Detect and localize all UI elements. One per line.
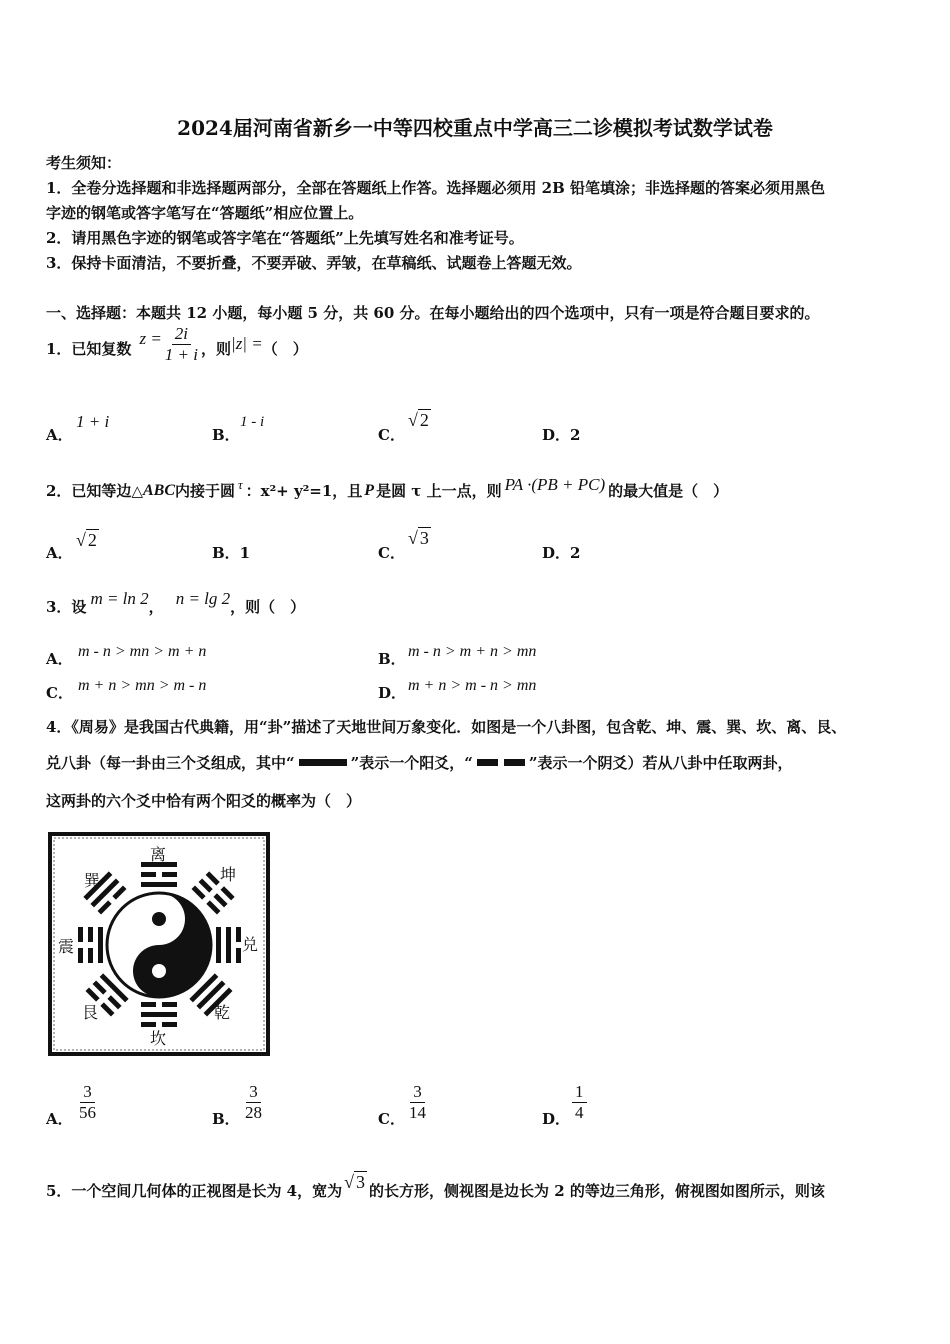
trigram-label-li: 离	[150, 845, 167, 864]
q3-tail: ，则（ ）	[230, 598, 306, 616]
bagua-figure	[48, 832, 270, 1056]
q3-a-label: A．	[46, 650, 73, 668]
q4-option-d[interactable]	[542, 1108, 570, 1129]
q2-d-label: D．2	[542, 544, 581, 562]
q4-line-1: 4．《周易》是我国古代典籍，用“卦”描述了天地世间万象变化．如图是一个八卦图，包含乾、坤、震、巽、坎、离、艮、	[46, 718, 847, 736]
question-2	[46, 474, 729, 501]
q4-d-num: 1	[572, 1082, 587, 1103]
trigram-label-dui: 兑	[242, 935, 259, 954]
q2-option-a[interactable]	[46, 542, 73, 563]
q2-option-d[interactable]	[542, 542, 580, 563]
q1-b-label: B．	[212, 426, 240, 444]
q1-d-label: D．2	[542, 426, 581, 444]
q2-tau: τ	[238, 476, 243, 492]
q1-option-a[interactable]	[46, 424, 73, 445]
q3-option-c[interactable]	[46, 682, 73, 703]
q1-c-radicand: 2	[419, 410, 429, 430]
q5-tail: 的长方形，侧视图是边长为 2 的等边三角形，俯视图如图所示，则该	[369, 1182, 825, 1200]
question-5	[46, 1172, 825, 1201]
q1-paren: （ ）	[262, 340, 308, 358]
q3-b-value: m - n > m + n > mn	[408, 643, 537, 660]
q2-b-label: B．1	[212, 544, 251, 562]
q3-m: m = ln 2	[90, 588, 149, 608]
q1-option-d[interactable]	[542, 424, 580, 445]
q2-mid3: 是圆 τ 上一点，则	[376, 482, 502, 500]
q1-tail: ，则	[201, 340, 232, 358]
q4-d-den: 4	[575, 1103, 584, 1122]
q1-c-label: C．	[378, 426, 405, 444]
q3-n: n = lg 2	[175, 588, 231, 608]
q1-c-value: √ 2	[408, 410, 429, 430]
q2-tail: 的最大值是（ ）	[608, 482, 729, 500]
q5-radicand: 3	[356, 1172, 365, 1192]
q2-abc: ABC	[142, 481, 175, 499]
question-1	[46, 324, 308, 369]
q2-a-label: A．	[46, 544, 73, 562]
yang-line-icon	[299, 759, 347, 766]
q4-c-fraction	[406, 1082, 429, 1123]
q4-option-b[interactable]	[212, 1108, 240, 1129]
q3-d-value: m + n > m - n > mn	[408, 677, 537, 694]
yin-yang-icon	[107, 893, 211, 997]
q4-line-2	[46, 752, 793, 773]
q4-c-num: 3	[410, 1082, 425, 1103]
q2-option-b[interactable]	[212, 542, 250, 563]
q4-b-num: 3	[246, 1082, 261, 1103]
q2-a-radicand: 2	[87, 530, 97, 550]
q1-option-c[interactable]	[378, 424, 405, 445]
trigram-label-kun: 坤	[220, 865, 237, 884]
q1-a-label: A．	[46, 426, 73, 444]
q3-c-value: m + n > mn > m - n	[78, 677, 207, 694]
q2-a-value: √ 2	[76, 530, 97, 550]
q2-mid1: 内接于圆	[175, 482, 236, 500]
page-title: 2024届河南省新乡一中等四校重点中学高三二诊模拟考试数学试卷	[177, 116, 773, 140]
q1-denominator: 1 + i	[164, 345, 198, 364]
q3-a-value: m - n > mn > m + n	[78, 643, 207, 660]
q4-line-2b: ”表示一个阳爻，“	[350, 754, 473, 772]
q4-option-c[interactable]	[378, 1108, 405, 1129]
q2-expression: PA ·(PB + PC)	[504, 474, 606, 494]
q3-lead: 3．设	[46, 598, 87, 616]
notice-line-3: 3．保持卡面清洁，不要折叠，不要弄破、弄皱，在草稿纸、试题卷上答题无效。	[46, 254, 582, 272]
notice-line-1b: 字迹的钢笔或答字笔写在“答题纸”相应位置上。	[46, 204, 364, 222]
yin-line-icon	[477, 759, 525, 766]
question-3	[46, 588, 306, 617]
q1-option-b[interactable]	[212, 424, 240, 445]
q3-c-label: C．	[46, 684, 73, 702]
q4-c-den: 14	[409, 1103, 426, 1122]
q3-option-a[interactable]	[46, 648, 73, 669]
q4-a-num: 3	[80, 1082, 95, 1103]
q2-p: P	[364, 481, 375, 499]
q1-fraction	[162, 324, 201, 365]
q3-option-b[interactable]	[378, 648, 406, 669]
q2-mid2: ：x²+ y²=1，且	[245, 482, 363, 500]
q2-c-label: C．	[378, 544, 405, 562]
trigram-label-kan: 坎	[150, 1029, 167, 1048]
trigram-label-gen: 艮	[82, 1003, 99, 1022]
trigram-label-xun: 巽	[84, 871, 101, 890]
q1-a-value: 1 + i	[76, 412, 110, 431]
trigram-label-zhen: 震	[58, 937, 75, 956]
q3-option-d[interactable]	[378, 682, 406, 703]
section-heading: 一、选择题：本题共 12 小题，每小题 5 分，共 60 分。在每小题给出的四个选项中，只有一项是符合题目要求的。	[46, 304, 820, 322]
q4-b-label: B．	[212, 1110, 240, 1128]
q4-a-label: A．	[46, 1110, 73, 1128]
q5-sqrt: √ 3	[344, 1172, 365, 1192]
q3-comma: ，	[148, 598, 164, 616]
q4-b-fraction	[242, 1082, 265, 1123]
q2-c-radicand: 3	[419, 528, 429, 548]
q4-option-a[interactable]	[46, 1108, 73, 1129]
q1-lead: 1．已知复数	[46, 340, 132, 358]
q3-b-label: B．	[378, 650, 406, 668]
notice-line-2: 2．请用黑色字迹的钢笔或答字笔在“答题纸”上先填写姓名和准考证号。	[46, 229, 524, 247]
q4-d-fraction	[572, 1082, 587, 1123]
q4-d-label: D．	[542, 1110, 571, 1128]
q4-a-fraction	[76, 1082, 99, 1123]
q2-c-value: √ 3	[408, 528, 429, 548]
q4-c-label: C．	[378, 1110, 405, 1128]
q1-b-value: 1 - i	[240, 414, 265, 430]
q4-b-den: 28	[245, 1103, 262, 1122]
q4-line-3: 这两卦的六个爻中恰有两个阳爻的概率为（ ）	[46, 792, 362, 810]
q1-numerator: 2i	[172, 324, 191, 345]
notice-heading: 考生须知：	[46, 154, 122, 172]
q5-lead: 5．一个空间几何体的正视图是长为 4，宽为	[46, 1182, 343, 1200]
q4-a-den: 56	[79, 1103, 96, 1122]
q3-d-label: D．	[378, 684, 407, 702]
q2-lead: 2．已知等边△	[46, 482, 143, 500]
trigram-label-qian: 乾	[214, 1003, 231, 1022]
q1-z-eq: z =	[139, 328, 162, 348]
q4-line-2c: ”表示一个阴爻）若从八卦中任取两卦，	[528, 754, 793, 772]
q4-line-2a: 兑八卦（每一卦由三个爻组成，其中“	[46, 754, 295, 772]
notice-line-1a: 1．全卷分选择题和非选择题两部分，全部在答题纸上作答。选择题必须用 2B 铅笔填涂；非选择题的答案必须用黑色	[46, 179, 826, 197]
q2-option-c[interactable]	[378, 542, 405, 563]
q1-abs: |z| =	[231, 333, 263, 353]
